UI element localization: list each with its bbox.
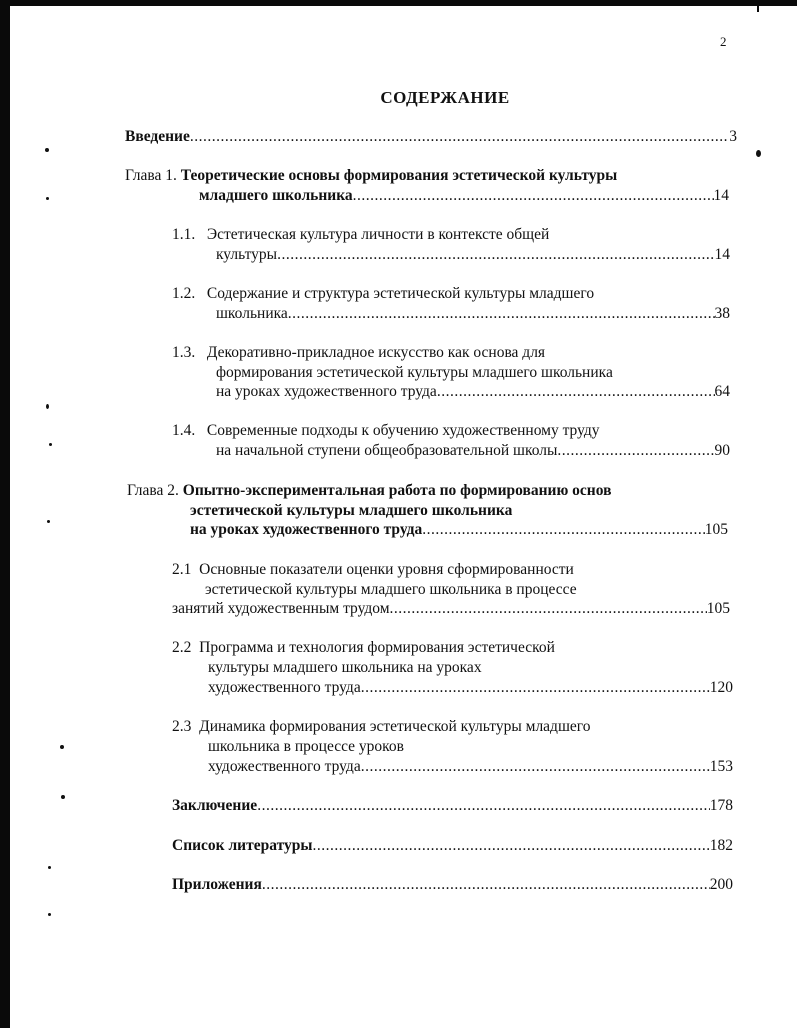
scan-speck xyxy=(49,443,52,446)
section-title-last: художественного труда xyxy=(208,679,361,696)
toc-leader xyxy=(262,875,710,895)
chapter2-title-line1: Опытно-экспериментальная работа по формированию основ xyxy=(182,482,612,499)
section-number: 1.4. xyxy=(172,422,196,439)
section-number: 2.3 xyxy=(172,718,192,735)
scan-speck xyxy=(46,404,49,409)
toc-leader xyxy=(361,678,710,698)
section-title: Программа и технология формирования эстетической xyxy=(199,639,555,656)
chapter2-title-line2-text: эстетической культуры младшего школьника xyxy=(190,502,513,519)
page-title: СОДЕРЖАНИЕ xyxy=(380,88,510,107)
toc-page: 200 xyxy=(709,876,733,893)
toc-page: 38 xyxy=(714,305,730,322)
section-number: 2.2 xyxy=(172,639,192,656)
toc-entry-chapter2 xyxy=(190,520,728,540)
toc-leader xyxy=(390,599,707,619)
toc-page: 90 xyxy=(714,442,730,459)
toc-leader xyxy=(557,441,714,461)
section-title-last: на начальной ступени общеобразовательной школы xyxy=(216,442,558,459)
scan-speck xyxy=(48,913,51,916)
toc-leader xyxy=(361,757,710,777)
scan-speck xyxy=(756,150,761,157)
toc-entry-chapter1 xyxy=(199,186,729,206)
section-title-line2: формирования эстетической культуры младшего школьника xyxy=(216,364,613,381)
scan-top-border xyxy=(0,0,797,6)
section-2-1-line1 xyxy=(172,560,574,580)
scan-speck xyxy=(60,745,64,749)
scan-speck xyxy=(46,197,49,200)
toc-leader xyxy=(288,304,715,324)
toc-leader xyxy=(190,127,729,147)
section-number: 1.1. xyxy=(172,226,196,243)
toc-entry-appendices xyxy=(172,875,733,895)
section-title-line2: культуры младшего школьника на уроках xyxy=(208,659,482,676)
scan-edge-mark xyxy=(757,0,759,12)
toc-page: 178 xyxy=(709,797,733,814)
toc-leader xyxy=(257,796,710,816)
toc-page: 153 xyxy=(709,758,733,775)
section-title-last: школьника xyxy=(216,305,288,322)
section-1-2-line1 xyxy=(172,284,594,304)
chapter2-heading xyxy=(127,481,611,501)
chapter1-heading xyxy=(125,166,617,186)
section-title-last: занятий художественным трудом xyxy=(172,600,390,617)
section-title: Современные подходы к обучению художественному труду xyxy=(206,422,600,439)
toc-page: 14 xyxy=(713,187,729,204)
toc-leader xyxy=(353,186,714,206)
page-number: 2 xyxy=(720,34,727,49)
section-title-last: на уроках художественного труда xyxy=(216,383,437,400)
scan-speck xyxy=(61,795,65,799)
toc-entry-conclusion xyxy=(172,796,733,816)
section-1-1-line1 xyxy=(172,225,549,245)
section-title: Декоративно-прикладное искусство как основа для xyxy=(206,344,546,361)
toc-entry-section-1-1 xyxy=(216,245,730,265)
section-number: 2.1 xyxy=(172,561,192,578)
toc-entry-section-1-4 xyxy=(216,441,730,461)
section-number: 1.2. xyxy=(172,285,196,302)
section-title: Динамика формирования эстетической культуры младшего xyxy=(199,718,591,735)
toc-entry-section-1-3 xyxy=(216,382,730,402)
scan-left-border xyxy=(0,0,10,1028)
toc-page: 105 xyxy=(704,521,728,538)
toc-label: Список литературы xyxy=(172,837,313,854)
scan-speck xyxy=(45,148,49,152)
toc-label: Приложения xyxy=(172,876,262,893)
section-title: Содержание и структура эстетической культуры младшего xyxy=(206,285,595,302)
toc-entry-intro xyxy=(125,127,737,147)
toc-entry-section-1-2 xyxy=(216,304,730,324)
section-title-last: художественного труда xyxy=(208,758,361,775)
toc-leader xyxy=(422,520,705,540)
section-1-4-line1 xyxy=(172,421,600,441)
chapter2-title-line2 xyxy=(190,501,512,521)
section-title-line2: школьника в процессе уроков xyxy=(208,738,404,755)
toc-leader xyxy=(277,245,714,265)
toc-leader xyxy=(312,836,709,856)
toc-entry-section-2-1 xyxy=(172,599,730,619)
toc-page: 182 xyxy=(709,837,733,854)
toc-label: Введение xyxy=(125,128,190,145)
toc-entry-references xyxy=(172,836,733,856)
toc-page: 3 xyxy=(729,128,737,145)
toc-page: 105 xyxy=(706,600,730,617)
toc-page: 14 xyxy=(714,246,730,263)
toc-label: Заключение xyxy=(172,797,258,814)
toc-page: 64 xyxy=(714,383,730,400)
section-number: 1.3. xyxy=(172,344,196,361)
chapter1-title-line1: Теоретические основы формирования эстетической культуры xyxy=(180,167,618,184)
section-title: Основные показатели оценки уровня сформированности xyxy=(199,561,574,578)
toc-entry-section-2-2 xyxy=(208,678,733,698)
section-2-3-line1 xyxy=(172,717,590,737)
scan-speck xyxy=(47,520,50,523)
chapter1-prefix: Глава 1. xyxy=(125,167,177,184)
chapter1-title-line2: младшего школьника xyxy=(199,187,353,204)
section-title: Эстетическая культура личности в контексте общей xyxy=(206,226,550,243)
toc-leader xyxy=(437,382,715,402)
scan-speck xyxy=(48,866,51,869)
section-1-3-line1 xyxy=(172,343,545,363)
chapter2-title-line3: на уроках художественного труда xyxy=(190,521,423,538)
toc-page: 120 xyxy=(709,679,733,696)
section-2-2-line1 xyxy=(172,638,555,658)
section-title-last: культуры xyxy=(216,246,278,263)
chapter2-prefix: Глава 2. xyxy=(127,482,179,499)
toc-entry-section-2-3 xyxy=(208,757,733,777)
section-title-line2: эстетической культуры младшего школьника в процессе xyxy=(205,581,577,598)
